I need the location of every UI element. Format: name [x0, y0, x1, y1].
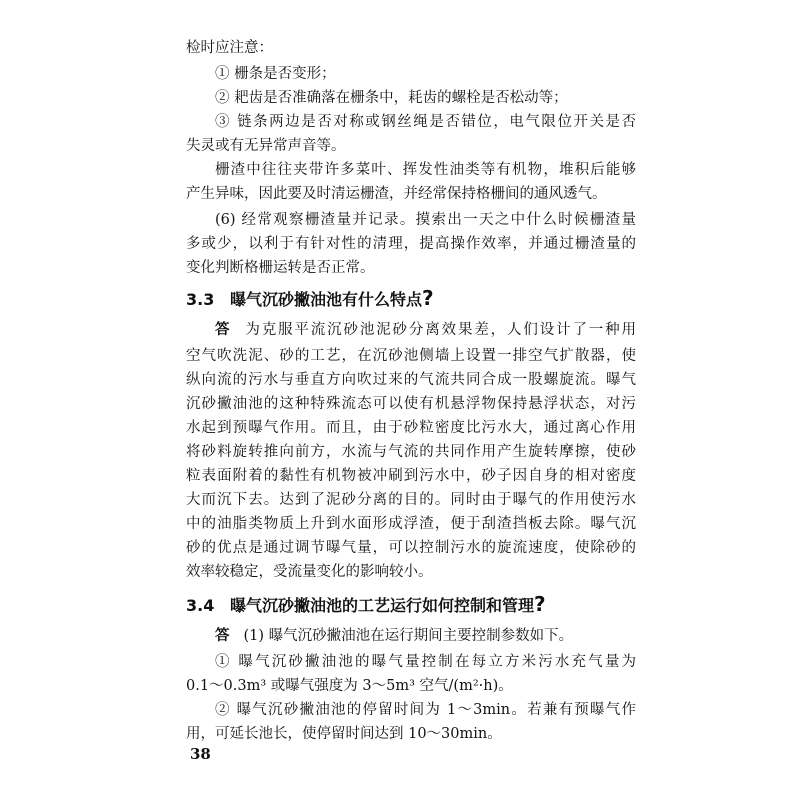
- list-item: ③ 链条两边是否对称或钢丝绳是否错位，电气限位开关是否: [215, 114, 636, 130]
- list-item: ② 曝气沉砂撇油池的停留时间为 1～3min。若兼有预曝气作: [215, 702, 636, 718]
- list-item: ② 耙齿是否准确落在栅条中，耗齿的螺栓是否松动等；: [215, 90, 568, 106]
- question-mark-icon: ?: [422, 286, 434, 310]
- section-heading-3-4: [186, 592, 546, 618]
- section-number: 3.3: [186, 290, 215, 309]
- text-line: 效率较稳定，受流量变化的影响较小。: [186, 564, 433, 580]
- text-line: 纵向流的污水与垂直方向吹过来的气流共同合成一股螺旋流。曝气: [186, 372, 636, 388]
- answer-label: 答: [215, 321, 232, 338]
- answer-text: 为克服平流沉砂池泥砂分离效果差，人们设计了一种用: [245, 322, 637, 338]
- text-line: 水起到预曝气作用。而且，由于砂粒密度比污水大，通过离心作用: [186, 420, 636, 436]
- text-line: 栅渣中往往夹带许多菜叶、挥发性油类等有机物，堆积后能够: [215, 162, 636, 178]
- section-title: 曝气沉砂撇油池有什么特点: [230, 290, 423, 309]
- text-line: 用，可延长池长，使停留时间达到 10～30min。: [186, 726, 502, 742]
- text-line: 0.1～0.3m³ 或曝气强度为 3～5m³ 空气/(m²·h)。: [186, 678, 513, 694]
- text-line: 粒表面附着的黏性有机物被冲刷到污水中，砂子因自身的相对密度: [186, 468, 636, 484]
- text-line: 砂的优点是通过调节曝气量，可以控制污水的旋流速度，使除砂的: [186, 540, 636, 556]
- text-line: 沉砂撇油池的这种特殊流态可以使有机悬浮物保持悬浮状态，对污: [186, 396, 636, 412]
- answer-text: (1) 曝气沉砂撇油池在运行期间主要控制参数如下。: [243, 628, 574, 644]
- list-item: ① 栅条是否变形；: [215, 66, 336, 82]
- section-number: 3.4: [186, 596, 215, 615]
- question-mark-icon: ?: [534, 592, 546, 616]
- section-title: 曝气沉砂撇油池的工艺运行如何控制和管理: [230, 596, 535, 615]
- text-line: 大而沉下去。达到了泥砂分离的目的。同时由于曝气的作用使污水: [186, 492, 636, 508]
- list-item: ① 曝气沉砂撇油池的曝气量控制在每立方米污水充气量为: [215, 654, 636, 670]
- text-line: 将砂料旋转推向前方，水流与气流的共同作用产生旋转摩擦，使砂: [186, 444, 636, 460]
- text-line: 产生异味，因此要及时清运栅渣，并经常保持格栅间的通风透气。: [186, 186, 607, 202]
- text-line: 多或少，以利于有针对性的清理，提高操作效率，并通过栅渣量的: [186, 236, 636, 252]
- text-line: (6) 经常观察栅渣量并记录。摸索出一天之中什么时候栅渣量: [215, 212, 636, 228]
- page-number: 38: [190, 745, 211, 763]
- text-line: 失灵或有无异常声音等。: [186, 138, 346, 154]
- answer-first-line: [215, 626, 636, 646]
- text-line: 变化判断格栅运转是否正常。: [186, 260, 375, 276]
- text-line: 中的油脂类物质上升到水面形成浮渣，便于刮渣挡板去除。曝气沉: [186, 516, 636, 532]
- section-heading-3-3: [186, 286, 434, 312]
- text-line: 空气吹洗泥、砂的工艺，在沉砂池侧墙上设置一排空气扩散器，使: [186, 348, 636, 364]
- answer-first-line: [215, 320, 636, 340]
- text-line: 检时应注意：: [186, 40, 273, 56]
- answer-label: 答: [215, 627, 230, 644]
